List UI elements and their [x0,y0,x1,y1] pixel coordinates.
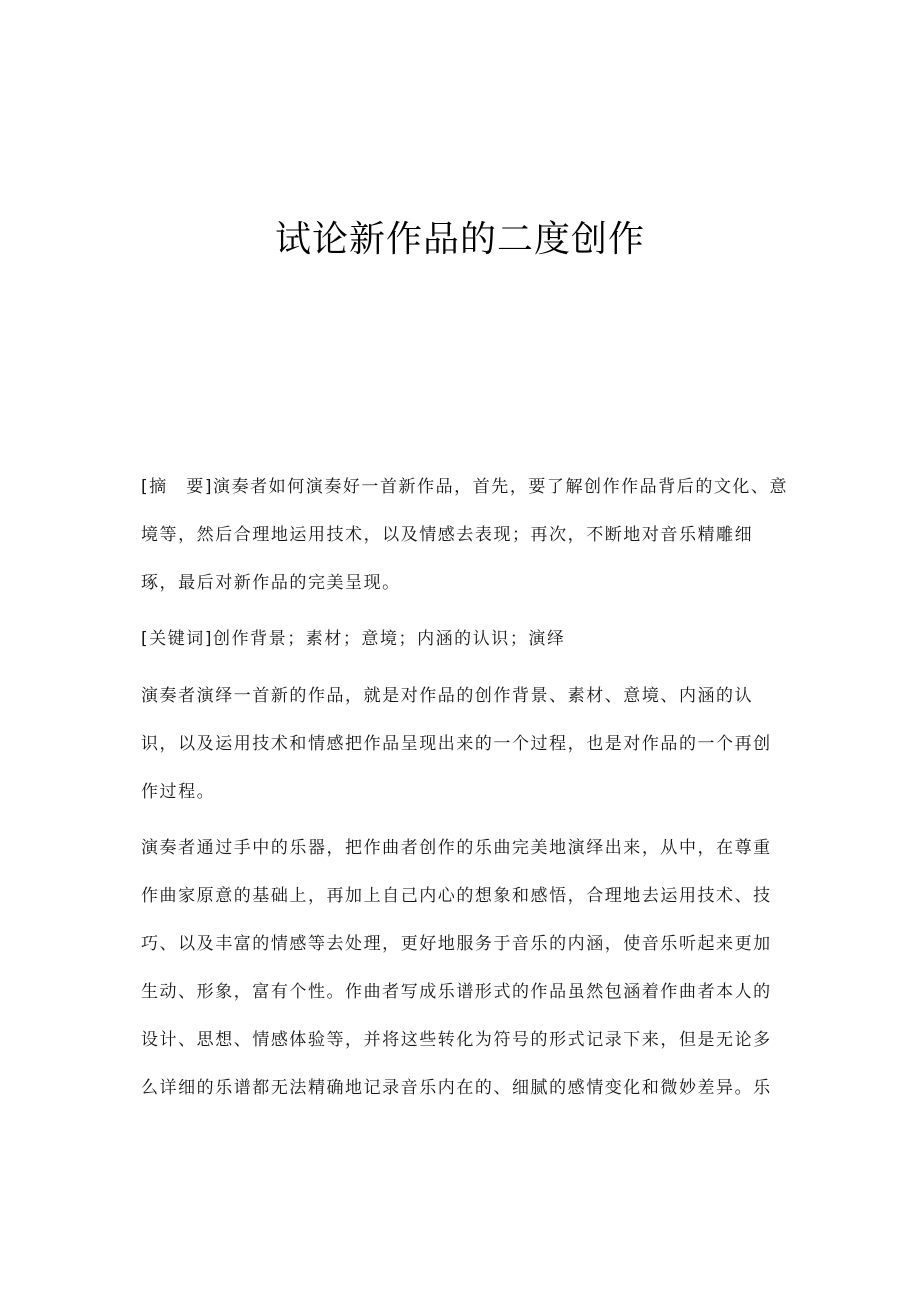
paragraph2-line-1: 演奏者通过手中的乐器，把作曲者创作的乐曲完美地演绎出来，从中，在尊重 [141,838,772,858]
abstract-line-1: [摘 要]演奏者如何演奏好一首新作品，首先，要了解创作作品背后的文化、意 [141,477,789,497]
keywords-line: [关键词]创作背景；素材；意境；内涵的认识；演绎 [141,629,566,649]
paragraph1-line-3: 作过程。 [141,782,216,802]
paragraph1-line-1: 演奏者演绎一首新的作品，就是对作品的创作背景、素材、意境、内涵的认 [141,686,754,706]
paragraph2-line-6: 么详细的乐谱都无法精确地记录音乐内在的、细腻的感情变化和微妙差异。乐 [141,1078,772,1098]
document-title: 试论新作品的二度创作 [274,219,645,260]
paragraph2-line-3: 巧、以及丰富的情感等去处理，更好地服务于音乐的内涵，使音乐听起来更加 [141,934,772,954]
paragraph2-line-2: 作曲家原意的基础上，再加上自己内心的想象和感悟，合理地去运用技术、技 [141,886,772,906]
paragraph2-line-4: 生动、形象，富有个性。作曲者写成乐谱形式的作品虽然包涵着作曲者本人的 [141,982,772,1002]
abstract-line-3: 琢，最后对新作品的完美呈现。 [141,573,401,593]
paragraph2-line-5: 设计、思想、情感体验等，并将这些转化为符号的形式记录下来，但是无论多 [141,1030,772,1050]
paragraph1-line-2: 识，以及运用技术和情感把作品呈现出来的一个过程，也是对作品的一个再创 [141,734,772,754]
abstract-line-2: 境等，然后合理地运用技术，以及情感去表现；再次，不断地对音乐精雕细 [141,525,754,545]
